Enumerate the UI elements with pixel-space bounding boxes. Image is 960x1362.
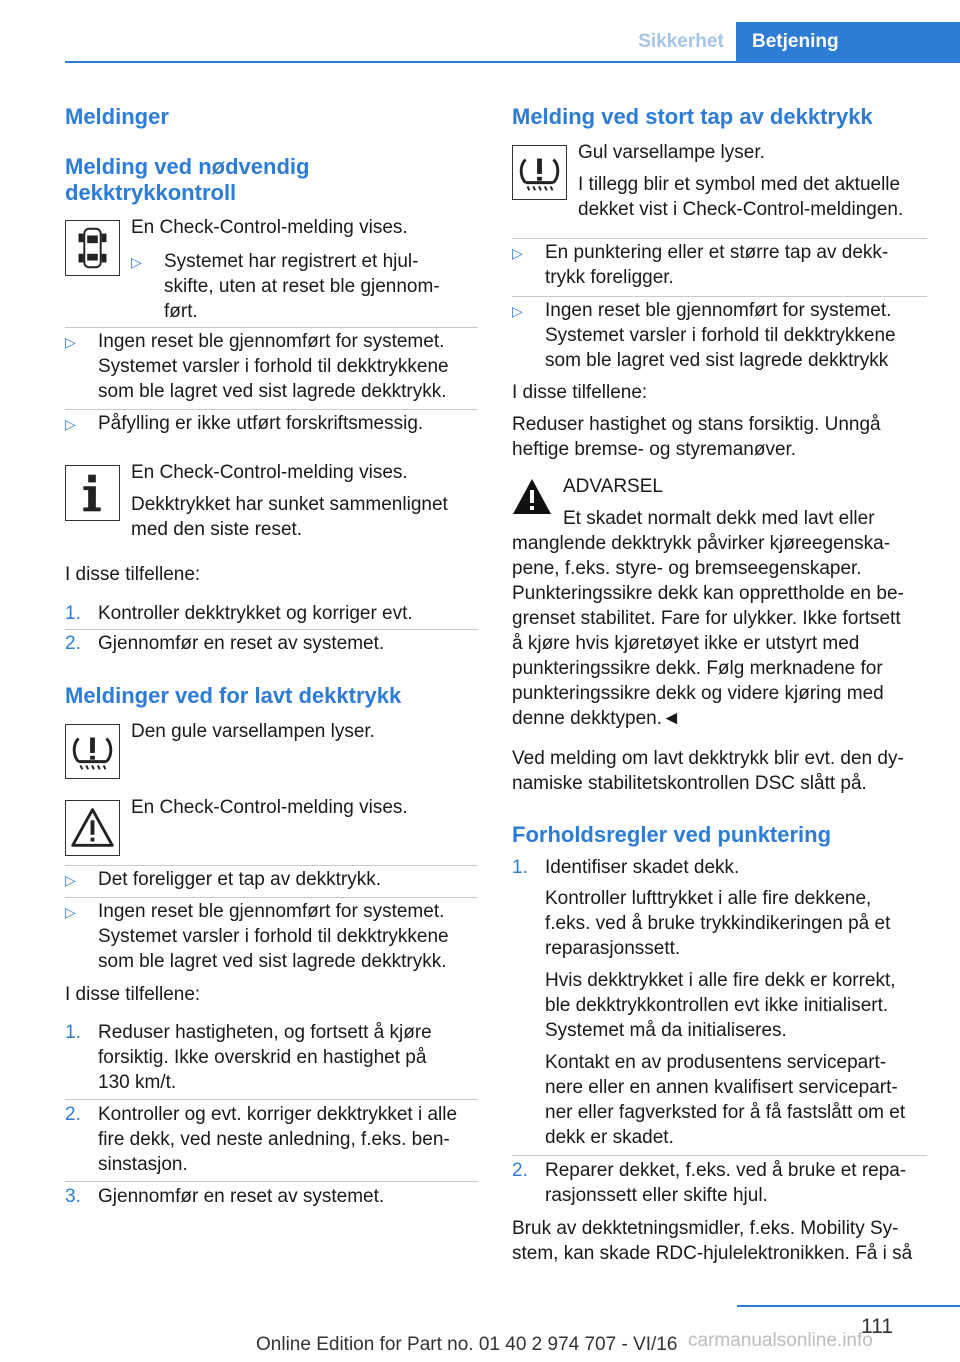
warning-line-6: å kjøre hvis kjøretøyet ikke er utstyrt med	[512, 633, 860, 654]
footer-rule	[737, 1305, 960, 1307]
dsc-line-1: Ved melding om lavt dekktrykk blir evt. den dy-	[512, 748, 904, 769]
divider	[65, 865, 478, 866]
dsc-line-2: namiske stabilitetskontrollen DSC slått på.	[512, 773, 867, 794]
bullet-2-line-3: som ble lagret ved sist lagrede dekktrykk.	[98, 381, 447, 402]
bullet-triangle-icon: ▷	[65, 872, 76, 888]
r-bullet-1-line-2: trykk foreligger.	[545, 267, 674, 288]
heading-lavt-dekktrykk: Meldinger ved for lavt dekktrykk	[65, 683, 402, 708]
step-1-line-3: 130 km/t.	[98, 1072, 177, 1093]
warning-line-5: grenset stabilitet. Fare for ulykker. Ikke fortsett	[512, 608, 901, 629]
warning-line-3: pene, f.eks. styre- og bremseegenskaper.	[512, 558, 862, 579]
p-step-1-line-9: nere eller en annen kvalifisert servicepart-	[545, 1077, 898, 1098]
step-3-line-1: Gjennomfør en reset av systemet.	[98, 1186, 385, 1207]
header-rule	[65, 61, 960, 63]
list-number: 1.	[65, 603, 81, 624]
heading-meldinger: Meldinger	[65, 104, 169, 129]
divider	[65, 1099, 478, 1100]
p-step-1-line-2: Kontroller lufttrykket i alle fire dekkene,	[545, 888, 872, 909]
r-bullet-2-line-1: Ingen reset ble gjennomført for systemet.	[545, 300, 892, 321]
step-1-line-1: Reduser hastigheten, og fortsett å kjøre	[98, 1022, 432, 1043]
info-line-1: Dekktrykket har sunket sammenlignet	[131, 494, 448, 515]
cc-message-3: En Check-Control-melding vises.	[131, 797, 408, 818]
warning-line-2: manglende dekktrykk påvirker kjøreegenska-	[512, 533, 891, 554]
i-disse-tilfellene-r: I disse tilfellene:	[512, 382, 648, 403]
step-1-line-2: forsiktig. Ikke overskrid en hastighet på	[98, 1047, 427, 1068]
bruk-line-2: stem, kan skade RDC-hjulelektronikken. Få i så	[512, 1243, 913, 1264]
tillegg-line-1: I tillegg blir et symbol med det aktuelle	[578, 174, 901, 195]
r-bullet-1-line-1: En punktering eller et større tap av dekk-	[545, 242, 889, 263]
divider	[65, 897, 478, 898]
warning-line-8: punkteringssikre dekk og videre kjøring med	[512, 683, 884, 704]
loss-bullet-1: Det foreligger et tap av dekktrykk.	[98, 869, 382, 890]
p-step-1-line-11: dekk er skadet.	[545, 1127, 674, 1148]
list-number: 3.	[65, 1186, 81, 1207]
r-bullet-2-line-3: som ble lagret ved sist lagrede dekktrykk	[545, 350, 889, 371]
warning-line-4: Punkteringssikre dekk kan opprettholde en be-	[512, 583, 904, 604]
heading-stort-tap: Melding ved stort tap av dekktrykk	[512, 104, 873, 129]
divider	[65, 327, 478, 328]
info-line-2: med den siste reset.	[131, 519, 303, 540]
i-disse-tilfellene-2: I disse tilfellene:	[65, 984, 201, 1005]
bullet-2-line-1: Ingen reset ble gjennomført for systemet.	[98, 331, 445, 352]
gul-varsellampe-lyser: Gul varsellampe lyser.	[578, 142, 765, 163]
list-number: 2.	[65, 633, 81, 654]
car-top-view-icon	[65, 220, 120, 276]
heading-nodvendig-1: Melding ved nødvendig	[65, 154, 310, 179]
bullet-1-line-2: skifte, uten at reset ble gjennom-	[164, 276, 440, 297]
bullet-1-line-1: Systemet har registrert et hjul-	[164, 251, 419, 272]
tab-betjening[interactable]: Betjening	[736, 22, 960, 61]
bruk-line-1: Bruk av dekktetningsmidler, f.eks. Mobility Sy-	[512, 1218, 899, 1239]
r-bullet-2-line-2: Systemet varsler i forhold til dekktrykkene	[545, 325, 896, 346]
cc-message-2: En Check-Control-melding vises.	[131, 462, 408, 483]
p-step-1-line-7: Systemet må da initialiseres.	[545, 1020, 787, 1041]
loss-bullet-2-line-2: Systemet varsler i forhold til dekktrykkene	[98, 926, 449, 947]
i-disse-tilfellene-1: I disse tilfellene:	[65, 564, 201, 585]
list-number: 2.	[65, 1104, 81, 1125]
bullet-triangle-icon: ▷	[65, 904, 76, 920]
divider	[65, 629, 478, 630]
bullet-1-line-3: ført.	[164, 301, 198, 322]
p-step-1-line-3: f.eks. ved å bruke trykkindikeringen på et	[545, 913, 891, 934]
bullet-triangle-icon: ▷	[131, 254, 142, 270]
bullet-triangle-icon: ▷	[512, 303, 523, 319]
reduser-line-1: Reduser hastighet og stans forsiktig. Unngå	[512, 414, 881, 435]
p-step-1-line-6: ble dekktrykkontrollen evt ikke initialisert.	[545, 995, 889, 1016]
p-step-1-line-5: Hvis dekktrykket i alle fire dekk er korrekt,	[545, 970, 896, 991]
tire-pressure-warning-icon	[65, 724, 120, 779]
warning-triangle-icon	[512, 477, 552, 517]
bullet-triangle-icon: ▷	[65, 416, 76, 432]
list-number: 2.	[512, 1160, 528, 1181]
tillegg-line-2: dekket vist i Check-Control-meldingen.	[578, 199, 904, 220]
heading-forholdsregler: Forholdsregler ved punktering	[512, 822, 832, 847]
tire-pressure-warning-icon	[512, 145, 567, 200]
advarsel-label: ADVARSEL	[563, 476, 663, 497]
warning-line-7: punkteringssikre dekk. Følg merknadene for	[512, 658, 883, 679]
bullet-3-line-1: Påfylling er ikke utført forskriftsmessig.	[98, 413, 424, 434]
list-number: 1.	[65, 1022, 81, 1043]
loss-bullet-2-line-1: Ingen reset ble gjennomført for systemet.	[98, 901, 445, 922]
reduser-line-2: heftige bremse- og styremanøver.	[512, 439, 797, 460]
p-step-1-line-4: reparasjonssett.	[545, 938, 681, 959]
loss-bullet-2-line-3: som ble lagret ved sist lagrede dekktrykk.	[98, 951, 447, 972]
divider	[65, 1181, 478, 1182]
heading-nodvendig-2: dekktrykkontroll	[65, 180, 237, 205]
p-step-1-line-10: ner eller fagverksted for å få fastslått om et	[545, 1102, 906, 1123]
p-step-1-line-8: Kontakt en av produsentens servicepart-	[545, 1052, 887, 1073]
divider	[65, 409, 478, 410]
warning-line-9: denne dekktypen.◄	[512, 708, 681, 729]
divider	[512, 1155, 927, 1156]
watermark: carmanualsonline.info	[688, 1330, 873, 1351]
list-item-1: Kontroller dekktrykket og korriger evt.	[98, 603, 413, 624]
step-2-line-2: fire dekk, ved neste anledning, f.eks. ben-	[98, 1129, 450, 1150]
cc-message-1: En Check-Control-melding vises.	[131, 217, 408, 238]
edition-text: Online Edition for Part no. 01 40 2 974 707 - VI/16	[256, 1334, 678, 1355]
info-icon	[65, 465, 120, 521]
gul-varsellampe: Den gule varsellampen lyser.	[131, 721, 375, 742]
warning-line-1: Et skadet normalt dekk med lavt eller	[563, 508, 875, 529]
divider	[512, 238, 927, 239]
warning-triangle-icon	[65, 800, 120, 856]
p-step-2-line-1: Reparer dekket, f.eks. ved å bruke et repa-	[545, 1160, 907, 1181]
bullet-triangle-icon: ▷	[65, 334, 76, 350]
p-step-1-line-1: Identifiser skadet dekk.	[545, 857, 740, 878]
tab-sikkerhet[interactable]: Sikkerhet	[638, 31, 724, 52]
page-number: 111	[861, 1315, 893, 1338]
bullet-2-line-2: Systemet varsler i forhold til dekktrykkene	[98, 356, 449, 377]
step-2-line-1: Kontroller og evt. korriger dekktrykket i alle	[98, 1104, 458, 1125]
list-item-2: Gjennomfør en reset av systemet.	[98, 633, 385, 654]
divider	[512, 296, 927, 297]
step-2-line-3: sinstasjon.	[98, 1154, 188, 1175]
list-number: 1.	[512, 857, 528, 878]
p-step-2-line-2: rasjonssett eller skifte hjul.	[545, 1185, 768, 1206]
bullet-triangle-icon: ▷	[512, 245, 523, 261]
